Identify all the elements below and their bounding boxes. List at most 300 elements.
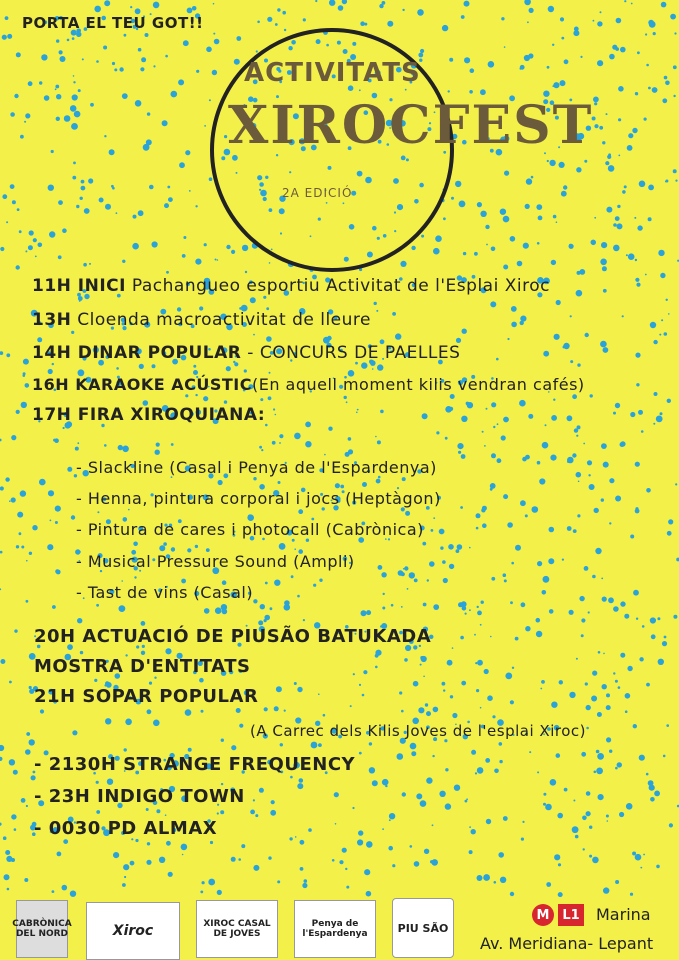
blue-dot [531,176,534,179]
schedule-row [32,375,585,394]
blue-dot [195,205,197,207]
blue-dot [90,103,94,107]
blue-dot [539,478,545,484]
blue-dot [59,50,63,54]
blue-dot [474,634,476,636]
blue-dot [56,570,61,575]
blue-dot [271,800,275,804]
blue-dot [70,105,77,112]
blue-dot [558,892,563,897]
blue-dot [569,692,575,698]
blue-dot [510,700,514,704]
blue-dot [28,245,33,250]
blue-dot [665,180,668,183]
blue-dot [145,33,149,37]
blue-dot [480,211,486,217]
blue-dot [445,803,451,809]
blue-dot [637,225,642,230]
blue-dot [548,6,554,12]
blue-dot [152,364,156,368]
blue-dot [476,513,481,518]
piusao-logo-text: PIU SÃO [397,921,449,935]
blue-dot [221,739,224,742]
blue-dot [579,596,584,601]
blue-dot [6,221,8,223]
blue-dot [628,133,633,138]
blue-dot [554,854,560,860]
blue-dot [344,396,347,399]
blue-dot [491,247,496,252]
blue-dot [372,780,378,786]
blue-dot [359,684,361,686]
blue-dot [122,883,126,887]
blue-dot [277,8,280,11]
blue-dot [491,402,496,407]
blue-dot [675,180,677,182]
blue-dot [560,17,564,21]
blue-dot [383,593,385,595]
blue-dot [511,306,517,312]
blue-dot [463,252,466,255]
blue-dot [375,436,377,438]
blue-dot [12,200,16,204]
blue-dot [28,81,33,86]
blue-dot [96,810,100,814]
blue-dot [475,662,477,664]
blue-dot [546,882,551,887]
blue-dot [625,693,631,699]
blue-dot [353,673,355,675]
blue-dot [357,839,363,845]
blue-dot [628,253,635,260]
blue-dot [382,828,384,830]
schedule-description: Cloenda macroactivitat de lleure [71,310,371,330]
blue-dot [261,449,263,451]
blue-dot [217,259,219,261]
blue-dot [348,437,352,441]
blue-dot [549,160,555,166]
blue-dot [563,185,567,189]
blue-dot [294,682,297,685]
blue-dot [385,785,387,787]
blue-dot [104,444,107,447]
blue-dot [360,21,365,26]
blue-dot [455,181,461,187]
blue-dot [547,160,549,162]
blue-dot [417,9,424,16]
blue-dot [486,408,488,410]
blue-dot [545,424,547,426]
blue-dot [452,647,454,649]
blue-dot [576,658,578,660]
blue-dot [635,509,640,514]
blue-dot [57,852,62,857]
blue-dot [600,259,607,266]
blue-dot [81,186,86,191]
blue-dot [179,162,185,168]
metro-station-name: Marina [596,905,651,924]
blue-dot [668,313,670,315]
blue-dot [391,604,394,607]
blue-dot [664,636,667,639]
blue-dot [270,810,276,816]
blue-dot [297,595,300,598]
blue-dot [461,15,465,19]
blue-dot [318,743,322,747]
blue-dot [21,402,27,408]
blue-dot [616,18,622,24]
blue-dot [234,59,240,65]
blue-dot [605,161,609,165]
blue-dot [139,364,144,369]
blue-dot [279,434,283,438]
blue-dot [510,892,514,896]
blue-dot [88,178,93,183]
blue-dot [294,433,301,440]
blue-dot [556,753,561,758]
blue-dot [138,210,144,216]
blue-dot [48,490,54,496]
blue-dot [580,56,582,58]
blue-dot [635,278,639,282]
blue-dot [423,676,425,678]
blue-dot [236,708,241,713]
blue-dot [38,243,43,248]
blue-dot [537,242,540,245]
blue-dot [94,6,101,13]
blue-dot [638,410,643,415]
blue-dot [112,62,115,65]
blue-dot [673,95,675,97]
blue-dot [209,99,211,101]
blue-dot [185,394,188,397]
blue-dot [423,603,427,607]
blue-dot [656,865,660,869]
blue-dot [459,201,466,208]
blue-dot [538,216,543,221]
blue-dot [570,315,572,317]
blue-dot [583,848,585,850]
blue-dot [260,398,263,401]
blue-dot [618,155,620,157]
blue-dot [594,217,596,219]
blue-dot [37,337,42,342]
blue-dot [71,331,74,334]
blue-dot [620,653,625,658]
blue-dot [236,36,241,41]
blue-dot [60,56,66,62]
blue-dot [165,814,167,816]
blue-dot [631,3,633,5]
blue-dot [482,523,487,528]
blue-dot [482,431,484,433]
blue-dot [264,707,268,711]
blue-dot [593,97,599,103]
blue-dot [510,236,516,242]
blue-dot [493,426,495,428]
blue-dot [375,654,379,658]
blue-dot [543,803,546,806]
blue-dot [577,363,580,366]
blue-dot [11,814,16,819]
blue-dot [510,601,513,604]
blue-dot [541,680,545,684]
blue-dot [592,671,597,676]
blue-dot [664,76,668,80]
blue-dot [606,737,611,742]
blue-dot [660,273,665,278]
blue-dot [591,696,597,702]
blue-dot [153,720,160,727]
blue-dot [313,584,316,587]
blue-dot [73,81,75,83]
blue-dot [503,417,509,423]
blue-dot [364,869,370,875]
xiroc-logo-text: Xiroc [112,923,154,939]
blue-dot [130,6,132,8]
blue-dot [153,65,155,67]
blue-dot [217,812,219,814]
blue-dot [5,477,9,481]
blue-dot [204,243,207,246]
blue-dot [78,296,83,301]
blue-dot [602,266,607,271]
blue-dot [105,718,111,724]
blue-dot [3,836,7,840]
blue-dot [376,310,378,312]
blue-dot [551,415,557,421]
blue-dot [159,545,165,551]
blue-dot [612,45,617,50]
blue-dot [166,271,169,274]
blue-dot [96,781,99,784]
blue-dot [392,312,396,316]
blue-dot [553,399,555,401]
blue-dot [10,112,15,117]
blue-dot [146,860,151,865]
blue-dot [278,481,281,484]
blue-dot [56,94,61,99]
blue-dot [48,369,53,374]
blue-dot [113,852,119,858]
blue-dot [315,0,317,2]
blue-dot [73,162,76,165]
blue-dot [537,461,541,465]
blue-dot [503,265,508,270]
blue-dot [484,669,489,674]
blue-dot [567,461,569,463]
blue-dot [259,446,262,449]
blue-dot [624,614,629,619]
fira-item: - Tast de vins (Casal) [76,583,254,602]
blue-dot [613,245,620,252]
blue-dot [620,441,625,446]
blue-dot [292,539,295,542]
blue-dot [78,89,81,92]
blue-dot [259,788,264,793]
blue-dot [185,709,192,716]
blue-dot [133,215,137,219]
blue-dot [625,710,628,713]
blue-dot [189,190,191,192]
blue-dot [2,35,7,40]
blue-dot [635,854,642,861]
blue-dot [366,841,373,848]
blue-dot [55,521,58,524]
blue-dot [16,545,19,548]
blue-dot [465,800,468,803]
blue-dot [648,217,652,221]
blue-dot [121,580,123,582]
blue-dot [515,637,519,641]
blue-dot [212,70,217,75]
blue-dot [50,520,52,522]
blue-dot [515,545,521,551]
blue-dot [250,297,256,303]
concert-item: - 0030 PD ALMAX [34,818,218,839]
blue-dot [422,413,428,419]
blue-dot [658,659,664,665]
blue-dot [490,483,496,489]
blue-dot [536,631,542,637]
blue-dot [244,369,247,372]
blue-dot [525,626,530,631]
blue-dot [17,208,20,211]
blue-dot [503,573,507,577]
blue-dot [520,500,526,506]
blue-dot [494,769,499,774]
blue-dot [83,263,87,267]
blue-dot [399,691,402,694]
blue-dot [466,402,470,406]
blue-dot [543,351,549,357]
blue-dot [402,477,406,481]
blue-dot [104,0,110,6]
blue-dot [624,0,626,2]
schedule-time: 11H INICI [32,276,126,296]
cabronica-logo-text: CABRÒNICA DEL NORD [12,919,72,939]
blue-dot [615,403,620,408]
blue-dot [619,812,624,817]
blue-dot [162,120,168,126]
blue-dot [411,246,415,250]
blue-dot [274,580,280,586]
blue-dot [576,167,581,172]
blue-dot [192,6,197,11]
blue-dot [183,236,186,239]
blue-dot [280,743,283,746]
blue-dot [128,509,130,511]
blue-dot [166,841,171,846]
blue-dot [633,590,639,596]
schedule-description: - CONCURS DE PAELLES [241,343,461,363]
blue-dot [58,200,63,205]
blue-dot [445,768,448,771]
blue-dot [56,39,59,42]
blue-dot [62,228,67,233]
blue-dot [564,59,569,64]
blue-dot [627,666,632,671]
blue-dot [374,302,377,305]
blue-dot [270,607,273,610]
blue-dot [295,836,297,838]
blue-dot [122,93,128,99]
blue-dot [477,606,479,608]
blue-dot [551,260,556,265]
blue-dot [221,604,227,610]
blue-dot [658,250,664,256]
blue-dot [477,875,483,881]
blue-dot [601,498,604,501]
blue-dot [401,710,404,713]
schedule-description: (En aquell moment kilis vendran cafés) [251,375,585,394]
blue-dot [134,576,136,578]
blue-dot [475,772,477,774]
fira-item: - Henna, pintura corporal i jocs (Heptàgon) [76,489,441,508]
blue-dot [116,367,119,370]
blue-dot [345,868,347,870]
blue-dot [522,821,524,823]
blue-dot [490,301,496,307]
blue-dot [569,244,574,249]
blue-dot [521,838,524,841]
blue-dot [26,600,29,603]
blue-dot [13,770,18,775]
blue-dot [602,684,607,689]
blue-dot [586,791,591,796]
blue-dot [335,483,340,488]
blue-dot [231,745,236,750]
blue-dot [147,709,152,714]
blue-dot [10,184,15,189]
blue-dot [445,406,452,413]
blue-dot [63,427,65,429]
blue-dot [601,578,603,580]
blue-dot [549,609,554,614]
evening-item: MOSTRA D'ENTITATS [34,656,251,677]
blue-dot [654,791,660,797]
blue-dot [648,185,654,191]
blue-dot [594,771,597,774]
blue-dot [188,748,192,752]
blue-dot [558,863,561,866]
blue-dot [548,558,554,564]
blue-dot [218,480,223,485]
blue-dot [573,529,577,533]
blue-dot [501,17,504,20]
blue-dot [204,125,206,127]
blue-dot [620,601,625,606]
blue-dot [436,431,439,434]
blue-dot [260,604,265,609]
blue-dot [24,878,28,882]
blue-dot [618,86,624,92]
blue-dot [213,33,215,35]
blue-dot [19,230,22,233]
blue-dot [520,316,526,322]
blue-dot [644,118,647,121]
blue-dot [2,194,7,199]
blue-dot [414,861,420,867]
blue-dot [433,604,439,610]
blue-dot [670,14,676,20]
blue-dot [487,695,493,701]
metro-icon: M [532,904,554,926]
penya-logo-text: Penya de l'Espardenya [302,919,368,939]
blue-dot [443,578,448,583]
blue-dot [615,880,619,884]
blue-dot [204,608,210,614]
